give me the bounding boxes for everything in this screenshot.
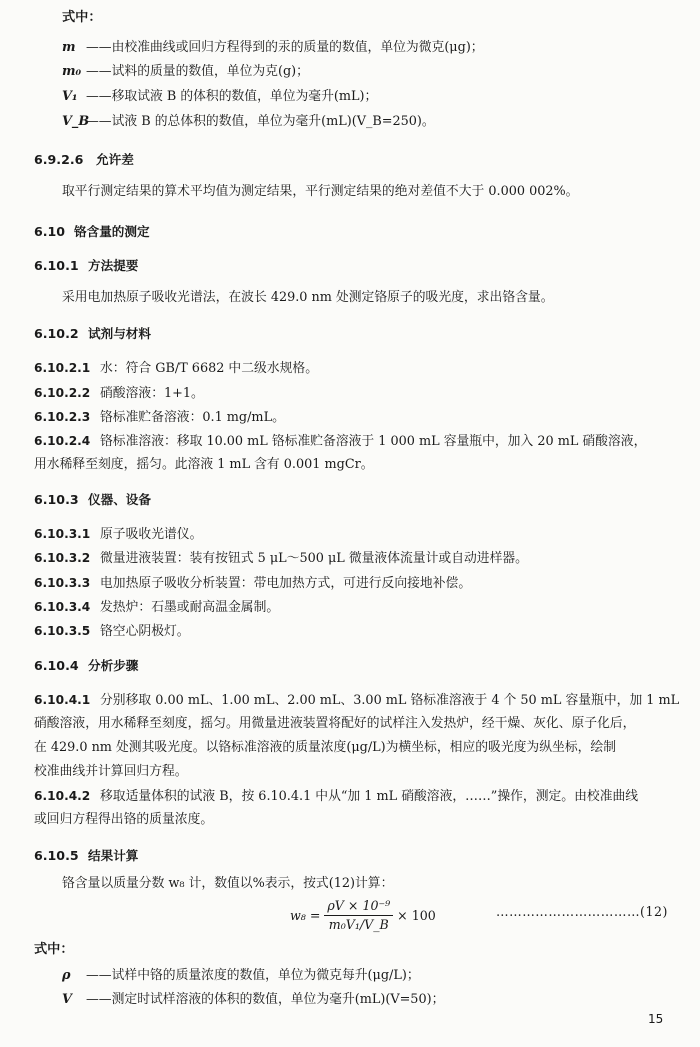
where-item-m0: m₀ ——试料的质量的数值，单位为克(g)；	[62, 64, 309, 79]
item-6-10-3-5: 6.10.3.5 铬空心阴极灯。	[34, 624, 190, 639]
where-item-vb: V_B——试液 B 的总体积的数值，单位为毫升(mL)(V_B=250)。	[62, 114, 435, 129]
item-6-10-2-4-cont: 用水稀释至刻度，摇匀。此溶液 1 mL 含有 0.001 mgCr。	[34, 457, 374, 472]
formula-rhs: × 100	[397, 908, 436, 923]
formula-denominator: m₀V₁/V_B	[328, 917, 389, 932]
item-6-10-3-2: 6.10.3.2 微量进液装置：装有按钮式 5 μL～500 μL 微量液体流量计或自动进样器。	[34, 551, 528, 566]
para-6-10-5: 铬含量以质量分数 w₈ 计，数值以%表示，按式(12)计算：	[62, 876, 394, 891]
formula-numerator: ρV × 10⁻⁹	[324, 898, 393, 916]
where-item-m: m ——由校准曲线或回归方程得到的汞的质量的数值，单位为微克(μg)；	[62, 40, 484, 55]
formula-fraction	[324, 898, 393, 933]
heading-6-9-2-6: 6.9.2.6 允许差	[34, 152, 134, 167]
para-6-10-4-1-line3: 在 429.0 nm 处测其吸光度。以铬标准溶液的质量浓度(μg/L)为横坐标，相应的吸光度为纵坐标，绘制	[34, 740, 617, 755]
where-item-v: V ——测定时试样溶液的体积的数值，单位为毫升(mL)(V=50)；	[62, 992, 445, 1007]
heading-6-10-3: 6.10.3 仪器、设备	[34, 492, 151, 507]
item-6-10-2-4: 6.10.2.4 铬标准溶液：移取 10.00 mL 铬标准贮备溶液于 1 000 mL 容量瓶中，加入 20 mL 硝酸溶液，	[34, 434, 647, 449]
where-item-rho: ρ ——试样中铬的质量浓度的数值，单位为微克每升(μg/L)；	[62, 968, 420, 983]
para-6-9-2-6: 取平行测定结果的算术平均值为测定结果，平行测定结果的绝对差值不大于 0.000 002%。	[62, 184, 579, 199]
heading-6-10-5: 6.10.5 结果计算	[34, 848, 139, 863]
page-number: 15	[648, 1012, 664, 1026]
formula-lhs: w₈ =	[290, 908, 321, 923]
heading-6-10-4: 6.10.4 分析步骤	[34, 658, 139, 673]
item-6-10-2-3: 6.10.2.3 铬标准贮备溶液：0.1 mg/mL。	[34, 410, 285, 425]
item-6-10-3-4: 6.10.3.4 发热炉：石墨或耐高温金属制。	[34, 600, 280, 615]
heading-6-10: 6.10 铬含量的测定	[34, 224, 150, 239]
equation-number: ……………………………(12)	[496, 904, 668, 919]
para-6-10-4-1-line4: 校准曲线并计算回归方程。	[34, 764, 188, 779]
where-label-top: 式中：	[62, 10, 102, 25]
para-6-10-4-2-line1: 6.10.4.2 移取适量体积的试液 B，按 6.10.4.1 中从“加 1 mL 硝酸溶液，……”操作，测定。由校准曲线	[34, 789, 639, 804]
para-6-10-4-1-line2: 硝酸溶液，用水稀释至刻度，摇匀。用微量进液装置将配好的试样注入发热炉，经干燥、灰化、原子化后，	[34, 716, 636, 731]
heading-6-10-2: 6.10.2 试剂与材料	[34, 326, 151, 341]
para-6-10-4-1-line1: 6.10.4.1 分别移取 0.00 mL、1.00 mL、2.00 mL、3.00 mL 铬标准溶液于 4 个 50 mL 容量瓶中，加 1 mL	[34, 693, 680, 708]
item-6-10-2-1: 6.10.2.1 水：符合 GB/T 6682 中二级水规格。	[34, 361, 319, 376]
item-6-10-3-3: 6.10.3.3 电加热原子吸收分析装置：带电加热方式，可进行反向接地补偿。	[34, 576, 472, 591]
item-6-10-2-2: 6.10.2.2 硝酸溶液：1+1。	[34, 386, 204, 401]
para-6-10-4-2-line2: 或回归方程得出铬的质量浓度。	[34, 812, 214, 827]
where-label-bottom: 式中：	[34, 942, 74, 957]
para-6-10-1: 采用电加热原子吸收光谱法，在波长 429.0 nm 处测定铬原子的吸光度，求出铬含量。	[62, 290, 554, 305]
where-item-v1: V₁ ——移取试液 B 的体积的数值，单位为毫升(mL)；	[62, 89, 378, 104]
item-6-10-3-1: 6.10.3.1 原子吸收光谱仪。	[34, 527, 203, 542]
formula-12	[290, 898, 436, 933]
heading-6-10-1: 6.10.1 方法提要	[34, 258, 139, 273]
